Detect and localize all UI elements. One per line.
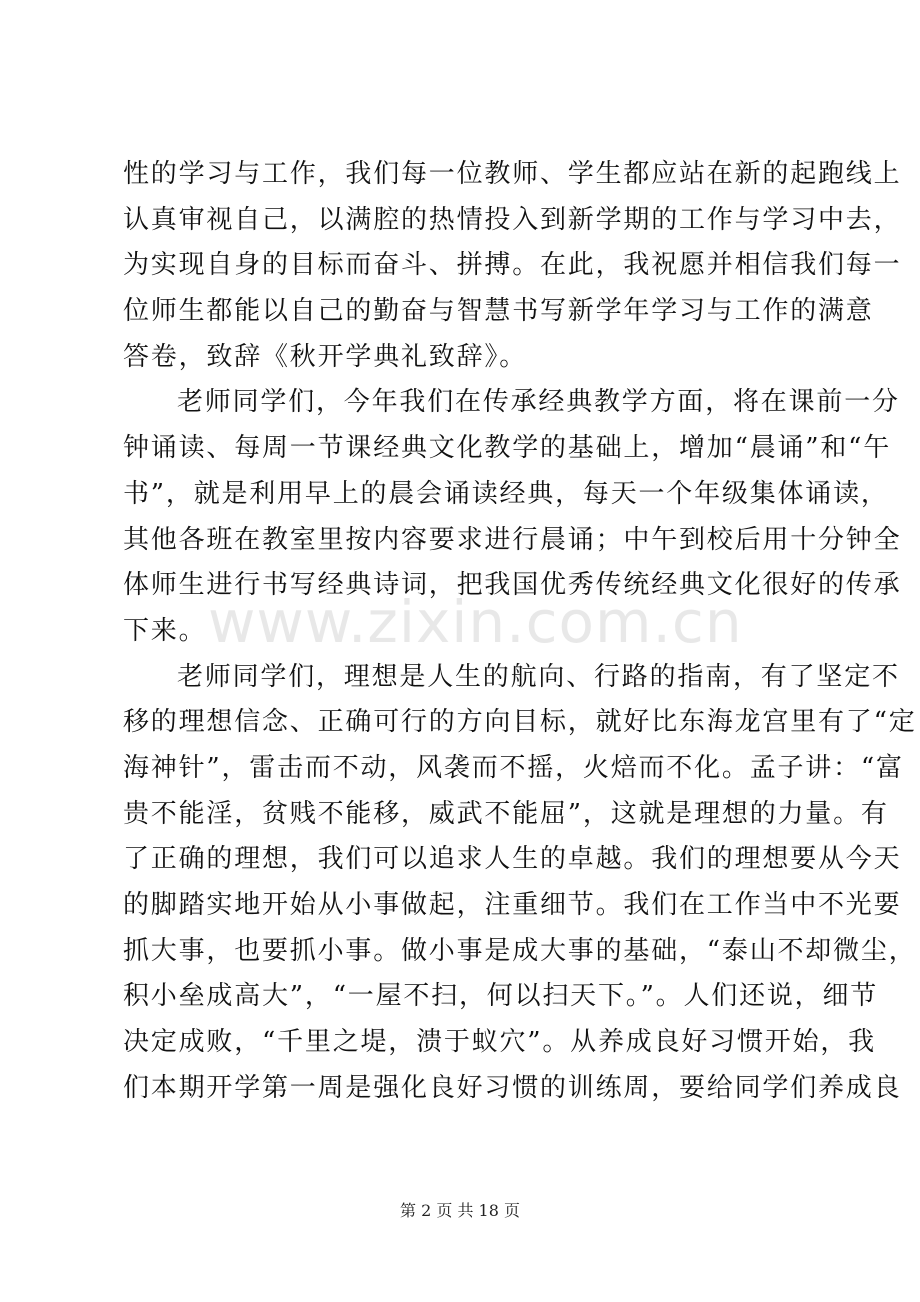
text-line: 移的理想信念、正确可行的方向目标，就好比东海龙宫里有了“定 xyxy=(123,707,917,738)
text-line: 答卷，致辞《秋开学典礼致辞》。 xyxy=(123,341,528,372)
paragraph-start-line: 老师同学们，今年我们在传承经典教学方面，将在课前一分 xyxy=(177,387,900,418)
text-line: 其他各班在教室里按内容要求进行晨诵；中午到校后用十分钟全 xyxy=(123,524,902,555)
text-line: 体师生进行书写经典诗词，把我国优秀传统经典文化很好的传承 xyxy=(123,570,902,601)
text-line: 抓大事，也要抓小事。做小事是成大事的基础，“泰山不却微尘， xyxy=(123,935,917,966)
text-line: 海神针”，雷击而不动，风袭而不摇，火焙而不化。孟子讲：“富 xyxy=(123,752,904,783)
text-line: 们本期开学第一周是强化良好习惯的训练周，要给同学们养成良 xyxy=(123,1072,902,1103)
text-line: 贵不能淫，贫贱不能移，威武不能屈”，这就是理想的力量。有 xyxy=(123,798,889,829)
text-line: 认真审视自己，以满腔的热情投入到新学期的工作与学习中去， xyxy=(123,204,902,235)
text-line: 书”，就是利用早上的晨会诵读经典，每天一个年级集体诵读， xyxy=(123,478,889,509)
text-line: 位师生都能以自己的勤奋与智慧书写新学年学习与工作的满意 xyxy=(123,296,874,327)
text-line: 下来。 xyxy=(123,615,207,646)
text-line: 的脚踏实地开始从小事做起，注重细节。我们在工作当中不光要 xyxy=(123,890,902,920)
watermark: www.zixin.com.cn xyxy=(208,588,743,656)
text-line: 为实现自身的目标而奋斗、拼搏。在此，我祝愿并相信我们每一 xyxy=(123,250,902,281)
text-line: 了正确的理想，我们可以追求人生的卓越。我们的理想要从今天 xyxy=(123,844,902,875)
text-line: 积小垒成高大”，“一屋不扫，何以扫天下。”。人们还说，细节 xyxy=(123,981,879,1012)
paragraph-start-line: 老师同学们，理想是人生的航向、行路的指南，有了坚定不 xyxy=(177,661,900,692)
text-line: 钟诵读、每周一节课经典文化教学的基础上，增加“晨诵”和“午 xyxy=(123,433,892,464)
page-footer: 第 2 页 共 18 页 xyxy=(400,1201,520,1220)
text-line: 性的学习与工作，我们每一位教师、学生都应站在新的起跑线上 xyxy=(123,159,902,189)
text-line: 决定成败，“千里之堤，溃于蚁穴”。从养成良好习惯开始，我 xyxy=(123,1027,876,1058)
